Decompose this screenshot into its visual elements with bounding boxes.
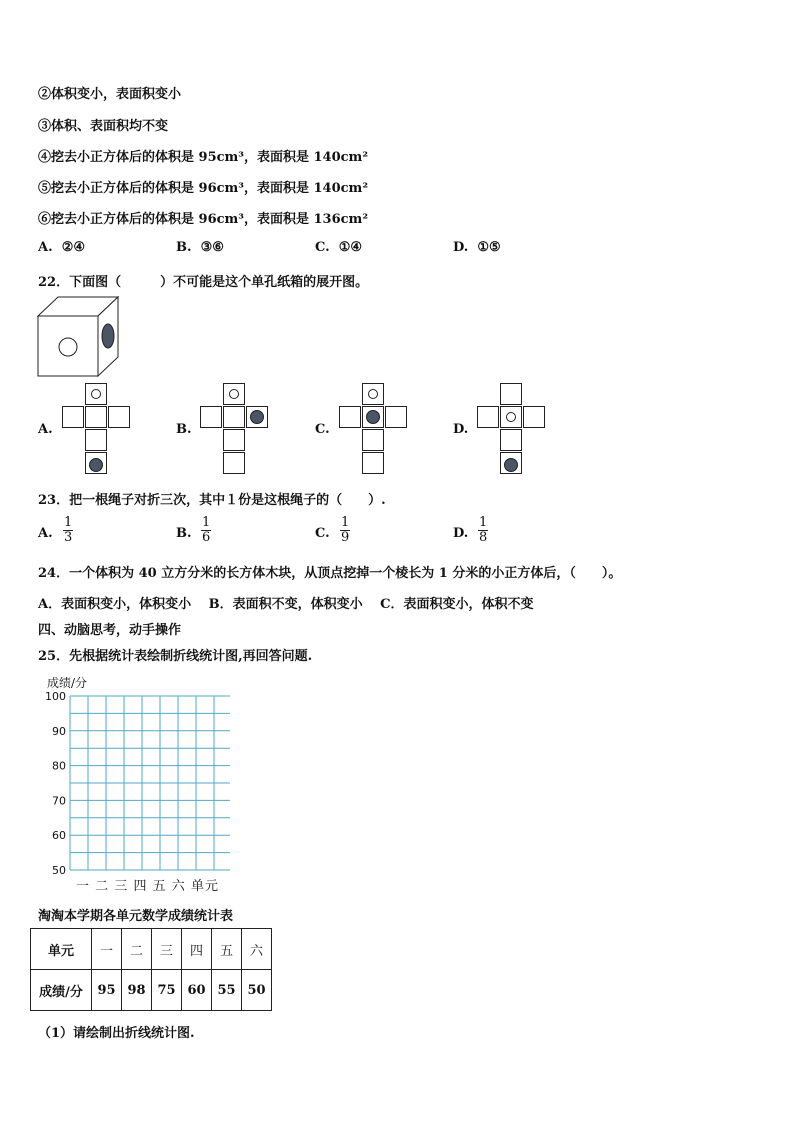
fraction-d: $\frac{1}{8}$	[479, 515, 488, 545]
option-2: ②体积变小，表面积变小	[38, 87, 182, 102]
q21-choice-b[interactable]: B. ③⑥	[176, 240, 224, 255]
q22-choice-b[interactable]: B.	[176, 422, 192, 437]
table-row	[31, 970, 272, 1011]
q23-choice-c[interactable]: C.	[315, 526, 330, 541]
fraction-b: $\frac{1}{6}$	[202, 515, 211, 545]
q22-choice-a[interactable]: A.	[38, 422, 53, 437]
ytick-label: 70	[52, 794, 66, 808]
q23-question: 23．把一根绳子对折三次，其中１份是这根绳子的（ ）.	[38, 493, 386, 508]
q22-choice-c[interactable]: C.	[315, 422, 330, 437]
chart-xaxis-labels: 一 二 三 四 五 六 单元	[76, 879, 219, 894]
section-heading: 四、动脑思考，动手操作	[38, 623, 182, 638]
option-4: ④挖去小正方体后的体积是 95cm³，表面积是 140cm²	[38, 150, 369, 165]
q24-choices[interactable]: A．表面积变小，体积变小 B．表面积不变，体积变小 C．表面积变小，体积不变	[38, 597, 534, 612]
table-cell: 50	[242, 970, 272, 1011]
q21-choice-a[interactable]: A. ②④	[38, 240, 85, 255]
table-cell: 二	[122, 929, 152, 970]
q22-choice-d[interactable]: D.	[453, 422, 469, 437]
ytick-label: 50	[52, 864, 66, 877]
ytick-labels	[45, 690, 66, 877]
q25-sub1: （1）请绘制出折线统计图.	[38, 1026, 195, 1041]
ytick-label: 60	[52, 829, 66, 843]
table-cell: 五	[212, 929, 242, 970]
table-cell: 四	[182, 929, 212, 970]
q23-choice-b[interactable]: B.	[176, 526, 192, 541]
option-6: ⑥挖去小正方体后的体积是 96cm³，表面积是 136cm²	[38, 212, 369, 227]
table-cell: 六	[242, 929, 272, 970]
table-title: 淘淘本学期各单元数学成绩统计表	[38, 909, 234, 924]
q23-choice-d[interactable]: D.	[453, 526, 469, 541]
table-cell: 55	[212, 970, 242, 1011]
table-cell: 98	[122, 970, 152, 1011]
q23-choice-a[interactable]: A.	[38, 526, 53, 541]
q21-choice-d[interactable]: D. ①⑤	[453, 240, 501, 255]
box-illustration	[37, 296, 121, 378]
table-cell: 60	[182, 970, 212, 1011]
ytick-label: 100	[45, 690, 66, 703]
q22-question: 22．下面图（ ）不可能是这个单孔纸箱的展开图。	[38, 275, 369, 290]
grid-lines	[70, 696, 230, 870]
table-header-unit: 单元	[31, 929, 92, 970]
table-cell: 75	[152, 970, 182, 1011]
table-cell: 三	[152, 929, 182, 970]
ytick-label: 90	[52, 724, 66, 738]
table-cell: 95	[92, 970, 122, 1011]
score-table	[30, 928, 272, 1011]
blank-grid-chart	[40, 688, 230, 894]
chart-ylabel: 成绩/分	[47, 676, 88, 690]
option-5: ⑤挖去小正方体后的体积是 96cm³，表面积是 140cm²	[38, 181, 369, 196]
q24-question: 24．一个体积为 40 立方分米的长方体木块，从顶点挖掉一个棱长为 1 分米的小正方体后，（ ）。	[38, 566, 622, 581]
fraction-a: $\frac{1}{3}$	[64, 515, 73, 545]
table-row	[31, 929, 272, 970]
table-cell: 一	[92, 929, 122, 970]
table-header-score: 成绩/分	[31, 970, 92, 1011]
q25-question: 25．先根据统计表绘制折线统计图,再回答问题.	[38, 649, 313, 664]
ytick-label: 80	[52, 759, 66, 773]
q21-choice-c[interactable]: C. ①④	[315, 240, 363, 255]
option-3: ③体积、表面积均不变	[38, 119, 169, 134]
fraction-c: $\frac{1}{9}$	[341, 515, 350, 545]
